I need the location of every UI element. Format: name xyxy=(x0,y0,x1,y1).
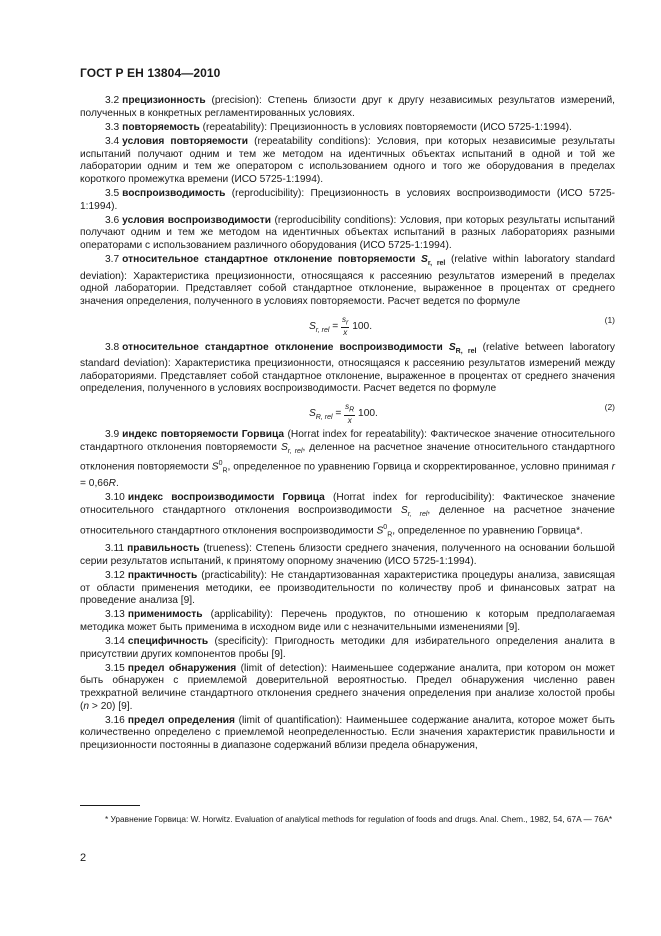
document-body xyxy=(80,95,615,754)
clause-number: 3.6 xyxy=(105,214,120,226)
definition: (reproducibility conditions): Условия, при которых результаты испытаний получают одним и тем же методом на идентичных объектах испытаний в разных лабораториях разными операторами с использованием различного оборудования (ИСО 5725-1:1994). xyxy=(80,214,615,251)
clause-number: 3.12 xyxy=(105,569,125,581)
definition: (trueness): Степень близости среднего значения, полученного на основании большой серии результатов испытаний, к принятому опорному значению (ИСО 5725-1:1994). xyxy=(80,543,615,567)
symbol: $S_{r, rel}$ xyxy=(421,254,446,268)
clause-number: 3.15 xyxy=(105,662,125,674)
formula-1-number: (1) xyxy=(604,314,615,325)
definition: (precision): Степень близости друг к другу независимых результатов измерений, полученных в конкретных регламентированных условиях. xyxy=(80,95,615,119)
paragraph-3-8 xyxy=(80,342,615,396)
term: практичность xyxy=(127,569,198,581)
fraction: $\frac{s_R}{x}$ xyxy=(345,401,355,425)
definition: (repeatability): Прецизионность в условиях повторяемости (ИСО 5725-1:1994). xyxy=(199,121,572,133)
term: прецизионность xyxy=(122,95,206,106)
definition: (practicability): Не стандартизованная характеристика процедуры анализа, зависящая от области применения методики, ее производительности по количеству проб и финансовых затрат на проведение анализа [9]. xyxy=(80,569,615,607)
term: повторяемость xyxy=(122,121,200,133)
formula-1-expression: $S_{r, rel}$ = $\frac{s_r}{x}$ 100. xyxy=(309,314,373,338)
paragraph-3-11 xyxy=(80,543,615,568)
paragraph-3-12 xyxy=(80,570,615,608)
clause-number: 3.10 xyxy=(105,492,125,504)
paragraph-3-16 xyxy=(80,715,615,753)
term: правильность xyxy=(127,543,200,555)
formula-2-expression: $S_{R, rel}$ = $\frac{s_R}{x}$ 100. xyxy=(309,401,378,425)
definition: (relative within laboratory standard deviation): Характеристика прецизионности, относящаяся к рассеянию результатов измерений в пределах одной лаборатории. Представляет собой стандартное отклонение, выраженное в процентах от среднего значения определения, полученного в условиях повторяемости. Расчет ведется по формуле xyxy=(80,254,615,307)
definition: (applicability): Перечень продуктов, по отношению к которым предполагаемая методика может быть применима в исходном виде или с незначительными изменениями [9]. xyxy=(80,609,615,633)
page-number: 2 xyxy=(80,852,87,864)
paragraph-3-7 xyxy=(80,254,615,308)
term: специфичность xyxy=(127,636,209,648)
term: условия повторяемости xyxy=(122,135,248,147)
paragraph-3-6 xyxy=(80,215,615,253)
clause-number: 3.8 xyxy=(105,341,120,353)
clause-number: 3.2 xyxy=(105,95,120,106)
definition: (limit of quantification): Наименьшее содержание аналита, которое может быть количественно определено с приемлемой неопределенностью. Если значения характеристик правильности и прецизионности постоянны в диапазоне содержаний вблизи предела обнаружения, xyxy=(80,714,615,752)
term: относительное стандартное отклонение повторяемости xyxy=(122,254,416,266)
term: индекс воспроизводимости Горвица xyxy=(127,492,325,504)
term: условия воспроизводимости xyxy=(122,214,271,226)
symbol: $S_{R, rel}$ xyxy=(448,341,477,355)
definition: (reproducibility): Прецизионность в условиях воспроизводимости (ИСО 5725-1:1994). xyxy=(80,187,615,212)
paragraph-3-3 xyxy=(80,122,615,135)
paragraph-3-13 xyxy=(80,609,615,634)
paragraph-3-5 xyxy=(80,188,615,213)
clause-number: 3.7 xyxy=(105,254,120,266)
definition: (relative between laboratory standard deviation): Характеристика прецизионности, относящаяся к рассеянию результатов измерений между лабораториями. Представляет собой стандартное отклонение, выраженное в процентах от среднего значения определения, полученного в условиях воспроизводимости. Расчет ведется по формуле xyxy=(80,341,615,395)
footnote-divider xyxy=(80,805,140,806)
term: предел обнаружения xyxy=(127,662,237,674)
clause-number: 3.3 xyxy=(105,121,120,133)
definition: (repeatability conditions): Условия, при которых независимые результаты испытаний получают одним и тем же методом на идентичных объектах испытаний в одной и той же лаборатории одним и тем же оператором с использованием одного и того же оборудования в пределах короткого промежутка времени (ИСО 5725-1:1994). xyxy=(80,135,615,185)
footnote: * Уравнение Горвица: W. Horwitz. Evaluation of analytical methods for regulation of foods and drugs. Anal. Chem., 1982, 54, 67A — 76A* xyxy=(105,814,613,824)
term: применимость xyxy=(127,609,203,621)
clause-number: 3.5 xyxy=(105,187,120,199)
term: относительное стандартное отклонение воспроизводимости xyxy=(122,341,443,353)
formula-1 xyxy=(80,311,615,339)
paragraph-3-10: 3.10 индекс воспроизводимости Горвица (Horrat index for reproducibility): Фактическое значение относительного стандартного отклонения воспроизводимости $S_{r, rel}$, деленное на расчетное значение относительного стандартного отклонения воспроизводимости $S^0_R$, определенное по уравнению Горвица*. xyxy=(80,492,615,538)
clause-number: 3.11 xyxy=(105,543,125,555)
paragraph-3-4 xyxy=(80,136,615,186)
term: индекс повторяемости Горвица xyxy=(122,428,285,440)
definition: (Horrat index for reproducibility): Фактическое значение относительного стандартного отклонения воспроизводимости xyxy=(80,492,615,516)
fraction: $\frac{s_r}{x}$ xyxy=(342,314,349,338)
clause-number: 3.4 xyxy=(105,135,120,147)
clause-number: 3.14 xyxy=(105,636,125,648)
definition: (specificity): Пригодность методики для избирательного определения аналита в присутствии других компонентов пробы [9]. xyxy=(80,636,615,660)
clause-number: 3.16 xyxy=(105,714,125,726)
term: предел определения xyxy=(127,714,235,726)
formula-2-number: (2) xyxy=(604,401,615,412)
paragraph-3-2 xyxy=(80,95,615,120)
definition: (Horrat index for repeatability): Фактическое значение относительного стандартного отклонения повторяемости xyxy=(80,428,615,453)
term: воспроизводимость xyxy=(122,187,226,199)
definition: (limit of detection): Наименьшее содержание аналита, при котором он может быть обнаружен с приемлемой доверительной вероятностью. Предел обнаружения численно равен трехкратной величине стандартного отклонения среднего значения определения при анализе холостой пробы ( xyxy=(80,662,615,712)
clause-number: 3.13 xyxy=(105,609,125,621)
paragraph-3-9: 3.9 индекс повторяемости Горвица (Horrat index for repeatability): Фактическое значение относительного стандартного отклонения повторяемости $S_{r, rel}$, деленное на расчетное значение относительного стандартного отклонения повторяемости $S^0_R$, определенное по уравнению Горвица и скорректированное, условно принимая r = 0,66R. xyxy=(80,428,615,490)
paragraph-3-15: 3.15 предел обнаружения (limit of detection): Наименьшее содержание аналита, при котором он может быть обнаружен с приемлемой доверительной вероятностью. Предел обнаружения численно равен трехкратной величине стандартного отклонения среднего значения определения при анализе холостой пробы (n > 20) [9]. xyxy=(80,662,615,712)
page-header-standard-id: ГОСТ Р ЕН 13804—2010 xyxy=(80,66,221,80)
clause-number: 3.9 xyxy=(105,428,120,440)
paragraph-3-14 xyxy=(80,636,615,661)
formula-2 xyxy=(80,398,615,426)
